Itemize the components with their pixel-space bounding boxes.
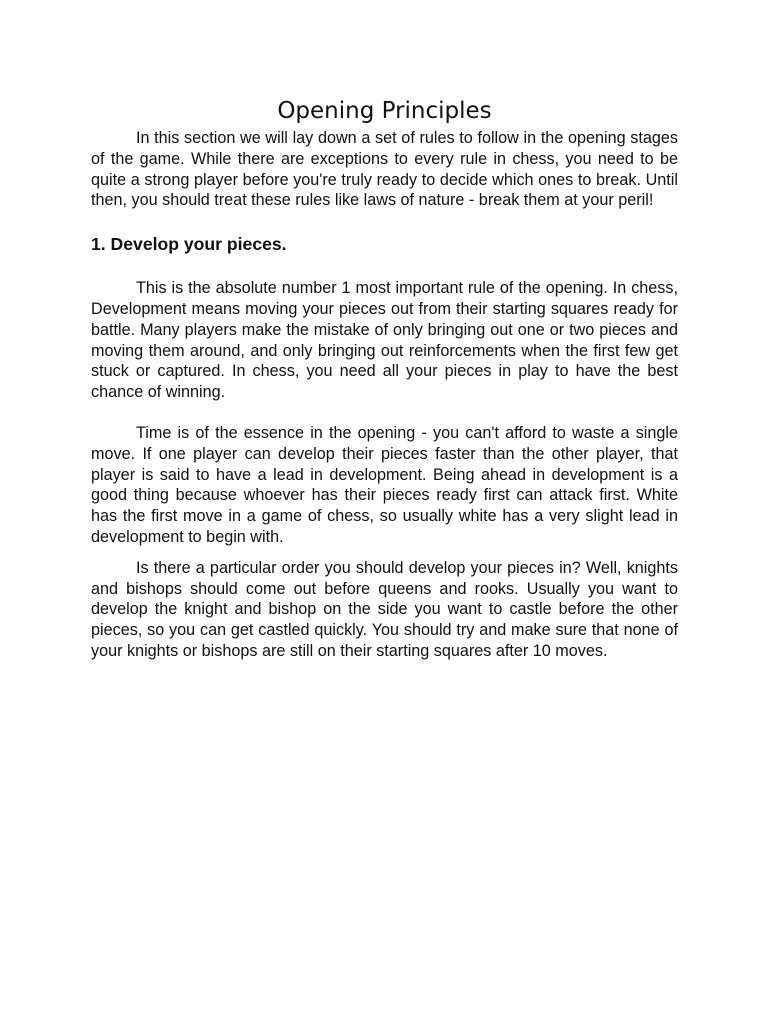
document-body xyxy=(91,96,678,662)
page-title: Opening Principles xyxy=(277,98,492,124)
body-paragraph-2: Time is of the essence in the opening - you can't afford to waste a single move. If one player can develop their pieces faster than the other player, that player is said to have a lead in development. Being ahead in development is a good thing because whoever has their pieces ready first can attack first. White has the first move in a game of chess, so usually white has a very slight lead in development to begin with. xyxy=(91,423,678,546)
body-paragraph-1: This is the absolute number 1 most important rule of the opening. In chess, Development means moving your pieces out from their starting squares ready for battle. Many players make the mistake of only bringing out one or two pieces and moving them around, and only bringing out reinforcements when the first few get stuck or captured. In chess, you need all your pieces in play to have the best chance of winning. xyxy=(91,279,678,402)
section-heading: 1. Develop your pieces. xyxy=(91,234,287,255)
body-paragraph-3: Is there a particular order you should develop your pieces in? Well, knights and bishops should come out before queens and rooks. Usually you want to develop the knight and bishop on the side you want to castle before the other pieces, so you can get castled quickly. You should try and make sure that none of your knights or bishops are still on their starting squares after 10 moves. xyxy=(91,558,678,660)
intro-paragraph: In this section we will lay down a set of rules to follow in the opening stages of the game. While there are exceptions to every rule in chess, you need to be quite a strong player before you're truly ready to decide which ones to break. Until then, you should treat these rules like laws of nature - break them at your peril! xyxy=(91,129,678,210)
